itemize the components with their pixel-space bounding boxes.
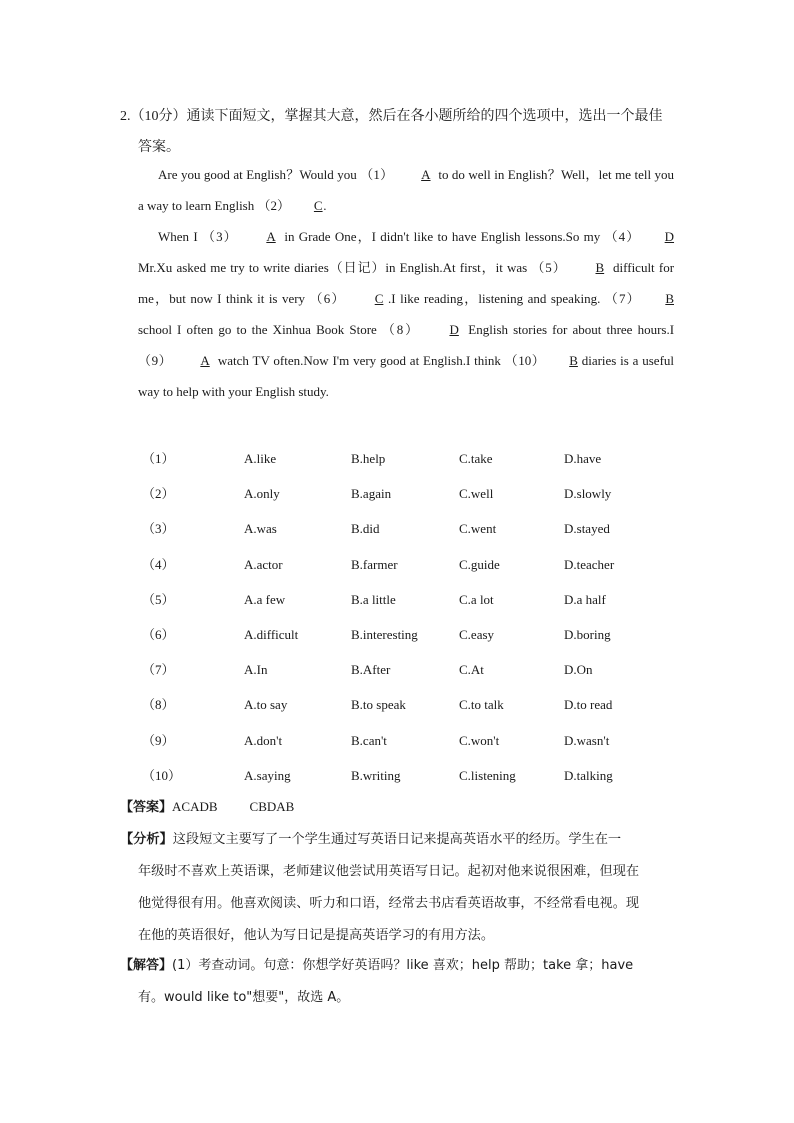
- answer-sequence-2: CBDAB: [249, 799, 295, 814]
- answer-blank-1: A: [421, 167, 431, 182]
- option-b: B.help: [351, 451, 386, 466]
- answer-blank-5: B: [595, 260, 605, 275]
- option-number: （10）: [142, 767, 182, 783]
- option-a: A.actor: [244, 556, 283, 572]
- option-row: [138, 758, 678, 793]
- answer-blank-3: A: [266, 229, 276, 244]
- passage-text: When I （3）: [158, 229, 238, 244]
- solution-tag: 【解答】: [120, 958, 173, 973]
- option-a: A.like: [244, 451, 277, 466]
- option-number: （7）: [142, 662, 175, 678]
- option-c: C.went: [459, 521, 497, 537]
- option-c: C.well: [459, 486, 494, 502]
- option-b: B.to speak: [351, 697, 406, 713]
- option-number: （4）: [142, 556, 175, 572]
- option-row: [138, 617, 678, 652]
- option-c: C.guide: [459, 556, 500, 572]
- option-number: （5）: [142, 591, 175, 607]
- analysis-line-3: 他觉得很有用。他喜欢阅读、听力和口语，经常去书店看英语故事，不经常看电视。现: [138, 896, 640, 911]
- option-d: D.teacher: [564, 556, 615, 572]
- option-row: [138, 547, 678, 582]
- option-c: C.to talk: [459, 697, 504, 713]
- answer-blank-2: C: [313, 198, 323, 213]
- passage-text: in Grade One，I didn't like to have English lessons.So my （4）: [284, 229, 641, 244]
- option-row: [138, 687, 678, 722]
- option-c: C.take: [459, 451, 493, 466]
- analysis-tag: 【分析】: [120, 832, 173, 847]
- option-c: C.a lot: [459, 591, 494, 607]
- option-d: D.a half: [564, 591, 606, 607]
- option-c: C.At: [459, 662, 484, 678]
- question-points: （10分）: [130, 109, 187, 124]
- option-a: A.a few: [244, 591, 286, 607]
- answer-blank-6: C: [374, 291, 384, 306]
- option-c: C.won't: [459, 732, 500, 748]
- solution-line-2: 有。would like to"想要"，故选 A。: [138, 990, 350, 1005]
- option-a: A.don't: [244, 732, 283, 748]
- analysis-line-2: 年级时不喜欢上英语课，老师建议他尝试用英语写日记。起初对他来说很困难，但现在: [138, 864, 640, 879]
- option-b: B.again: [351, 486, 392, 502]
- answer-blank-9: A: [200, 353, 210, 368]
- option-a: A.was: [244, 521, 277, 537]
- option-b: B.did: [351, 521, 380, 537]
- passage-text: tell you a way to learn English （2）: [138, 167, 675, 213]
- option-d: D.have: [564, 451, 602, 466]
- passage-paragraph-1: [138, 159, 674, 221]
- option-a: A.In: [244, 662, 268, 678]
- option-c: C.listening: [459, 767, 516, 783]
- option-number: （2）: [142, 486, 175, 502]
- analysis-section: [120, 824, 676, 952]
- option-d: D.slowly: [564, 486, 612, 502]
- answer-blank-10: B: [569, 353, 578, 368]
- option-row: [138, 476, 678, 511]
- question-instruction-line1: 通读下面短文，掌握其大意，然后在各小题所给的四个选项中，选出一个最佳: [186, 109, 663, 124]
- option-a: A.only: [244, 486, 280, 502]
- passage-text: hours.I （9）: [138, 322, 675, 368]
- passage-text: watch TV often.Now I'm very good at English.I think （10）: [217, 353, 546, 368]
- passage-text: to do well in English？Well，let me: [438, 167, 631, 182]
- option-number: （9）: [142, 732, 175, 748]
- passage-text: diaries is a useful way to help with your English study.: [138, 353, 675, 399]
- answer-blank-4: D: [664, 229, 675, 244]
- option-d: D.stayed: [564, 521, 610, 537]
- option-row: [138, 582, 678, 617]
- answer-tag: 【答案】: [120, 800, 173, 815]
- answer-blank-7: B: [665, 291, 674, 306]
- question-instruction-line2: 答案。: [138, 140, 180, 155]
- answer-blank-8: D: [449, 322, 459, 337]
- option-number: （1）: [142, 451, 175, 466]
- option-number: （8）: [142, 697, 175, 713]
- passage-paragraph-2: [138, 221, 674, 407]
- option-row: [138, 511, 678, 546]
- passage-text: .: [323, 198, 327, 213]
- passage-text: school I often go to the Xinhua Book Store （8）: [138, 322, 421, 337]
- option-b: B.interesting: [351, 626, 418, 642]
- analysis-line-1: 这段短文主要写了一个学生通过写英语日记来提高英语水平的经历。学生在一: [172, 832, 622, 847]
- option-d: D.wasn't: [564, 732, 610, 748]
- reading-passage: [138, 159, 674, 407]
- option-b: B.can't: [351, 732, 387, 748]
- option-a: A.difficult: [244, 626, 299, 642]
- option-a: A.saying: [244, 767, 291, 783]
- passage-text: English stories for about three: [468, 322, 633, 337]
- answer-sequence-1: ACADB: [172, 799, 218, 814]
- option-b: B.a little: [351, 591, 396, 607]
- option-row: [138, 723, 678, 758]
- analysis-line-4: 在他的英语很好，他认为写日记是提高英语学习的有用方法。: [138, 928, 495, 943]
- solution-section: [120, 950, 676, 1014]
- solution-line-1: (1）考查动词。句意：你想学好英语吗？like 喜欢；help 帮助；take 拿；have: [172, 958, 634, 973]
- option-number: （3）: [142, 521, 175, 537]
- answer-section: [120, 791, 680, 823]
- option-d: D.to read: [564, 697, 613, 713]
- passage-text: Mr.Xu asked me try to write diaries（日记）in English.At first，it was （5）: [138, 260, 567, 275]
- options-table: [138, 441, 678, 793]
- option-d: D.On: [564, 662, 593, 678]
- option-b: B.farmer: [351, 556, 398, 572]
- option-a: A.to say: [244, 697, 288, 713]
- option-row: [138, 441, 678, 476]
- passage-text: difficult: [613, 260, 655, 275]
- question-number: 2.: [120, 109, 131, 124]
- passage-text: .I like reading，listening and speaking. （7）: [388, 291, 641, 306]
- option-d: D.boring: [564, 626, 611, 642]
- option-number: （6）: [142, 626, 175, 642]
- option-d: D.talking: [564, 767, 613, 783]
- passage-text: Are you good at English？Would you （1）: [158, 167, 394, 182]
- option-b: B.After: [351, 662, 391, 678]
- option-row: [138, 652, 678, 687]
- option-c: C.easy: [459, 626, 495, 642]
- option-b: B.writing: [351, 767, 401, 783]
- question-header: [120, 101, 680, 163]
- passage-text: for me，but now I think it is very （6）: [138, 260, 675, 306]
